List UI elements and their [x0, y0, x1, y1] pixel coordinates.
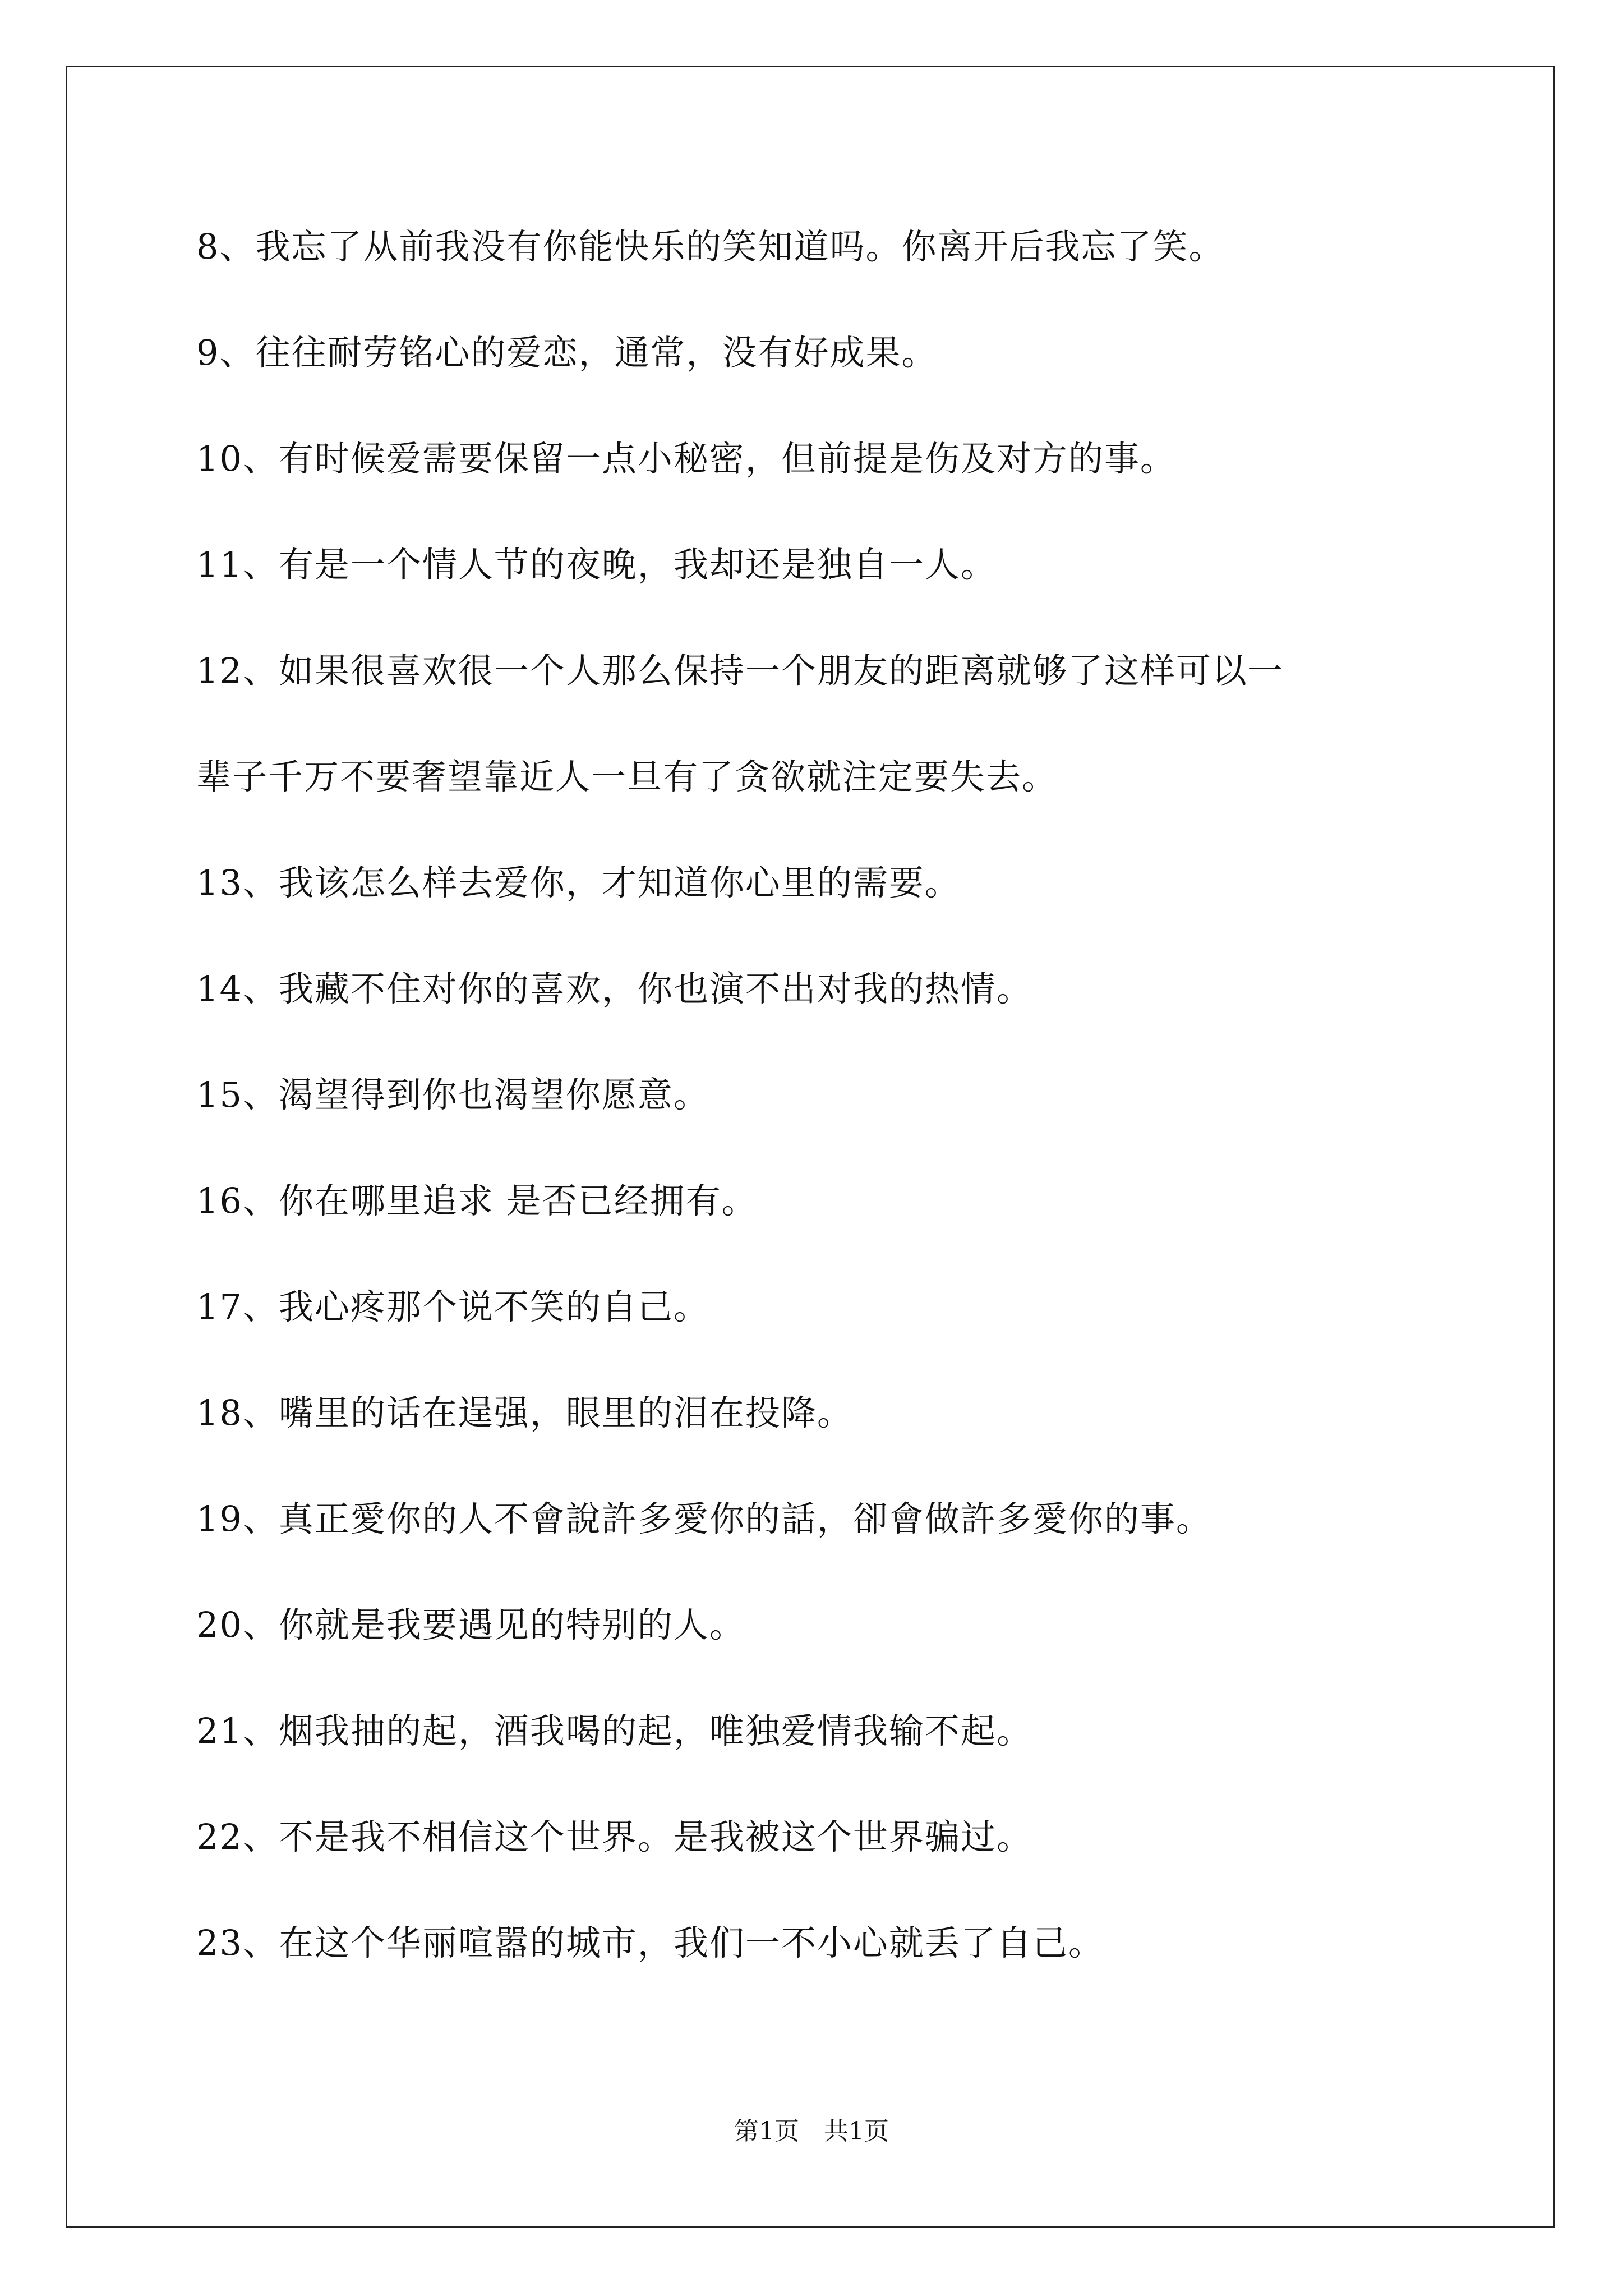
page-frame: [66, 66, 1555, 2228]
text-line: 23、在这个华丽喧嚣的城市，我们一不小心就丢了自己。: [196, 1922, 1104, 1963]
text-line: 14、我藏不住对你的喜欢，你也演不出对我的热情。: [196, 968, 1032, 1009]
text-line: 15、渴望得到你也渴望你愿意。: [196, 1074, 709, 1115]
page-footer: 第1页 共1页: [734, 2117, 889, 2146]
text-line: 10、有时候爱需要保留一点小秘密，但前提是伤及对方的事。: [196, 438, 1176, 479]
text-line: 20、你就是我要遇见的特别的人。: [196, 1604, 745, 1645]
text-line: 8、我忘了从前我没有你能快乐的笑知道吗。你离开后我忘了笑。: [196, 226, 1225, 267]
text-line: 17、我心疼那个说不笑的自己。: [196, 1286, 709, 1327]
text-line: 18、嘴里的话在逞强，眼里的泪在投降。: [196, 1392, 853, 1433]
text-line: 16、你在哪里追求 是否已经拥有。: [196, 1180, 758, 1221]
text-line: 13、我该怎么样去爱你，才知道你心里的需要。: [196, 862, 961, 903]
text-line: 19、真正愛你的人不會說許多愛你的話，卻會做許多愛你的事。: [196, 1498, 1212, 1539]
text-line: 22、不是我不相信这个世界。是我被这个世界骗过。: [196, 1816, 1032, 1857]
text-line: 21、烟我抽的起，酒我喝的起，唯独爱情我输不起。: [196, 1710, 1032, 1751]
text-line: 11、有是一个情人节的夜晚，我却还是独自一人。: [196, 544, 997, 585]
text-line: 辈子千万不要奢望靠近人一旦有了贪欲就注定要失去。: [196, 756, 1058, 797]
text-line: 12、如果很喜欢很一个人那么保持一个朋友的距离就够了这样可以一: [196, 650, 1284, 691]
text-line: 9、往往耐劳铭心的爱恋，通常，没有好成果。: [196, 332, 938, 373]
